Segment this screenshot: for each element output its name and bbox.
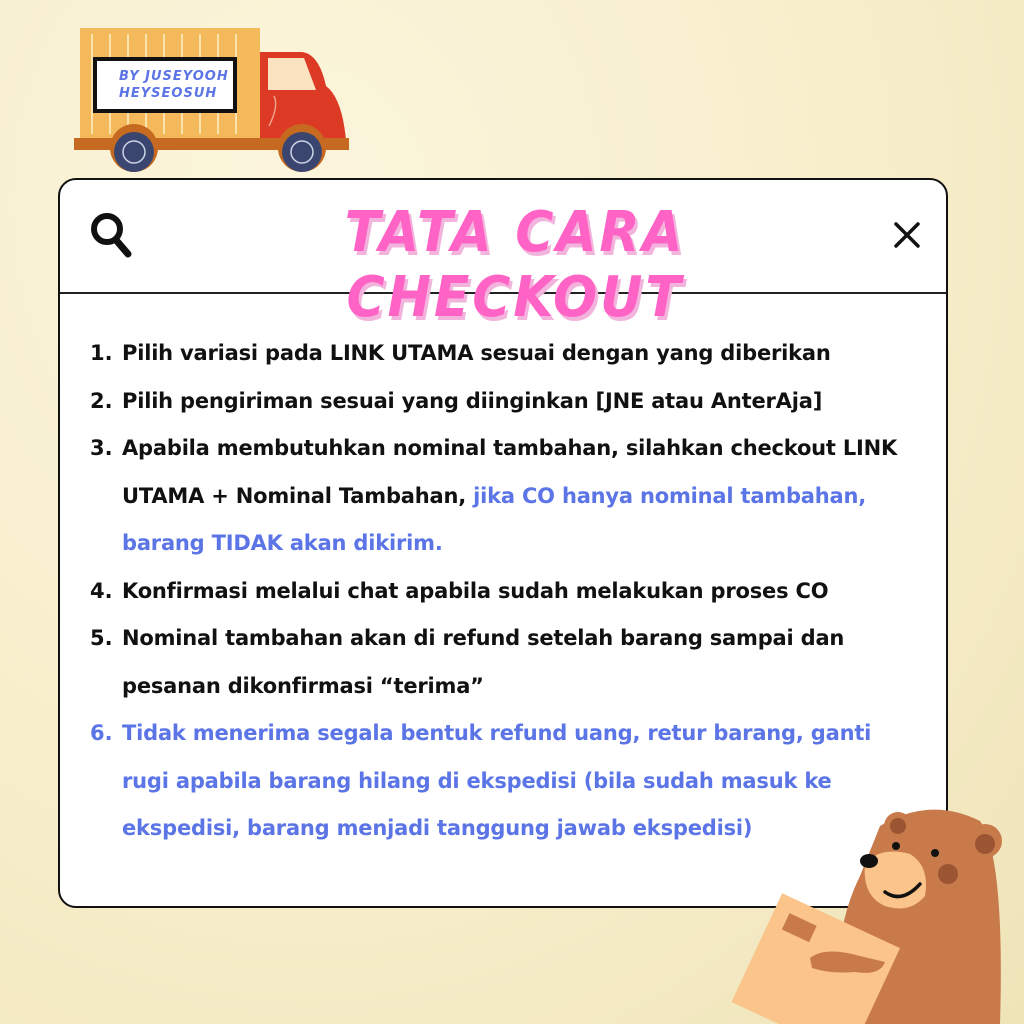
card-header <box>60 180 946 330</box>
steps-list <box>60 330 946 853</box>
step-5 <box>60 615 946 710</box>
step-number: 2. <box>90 388 113 413</box>
page-title: TATA CARA CHECKOUT <box>344 200 686 330</box>
step-text: Konfirmasi melalui chat apabila sudah melakukan proses CO <box>122 578 829 603</box>
step-text-warning: jika CO hanya nominal tambahan, <box>473 483 867 508</box>
step-number: 1. <box>90 341 113 365</box>
step-number: 5. <box>90 626 113 650</box>
step-text: pesanan dikonfirmasi “terima” <box>122 673 484 698</box>
step-text: Tidak menerima segala bentuk refund uang, retur barang, ganti <box>122 721 872 745</box>
step-number: 6. <box>90 721 113 745</box>
credit-line-2: HEYSEOSUH <box>119 86 218 101</box>
step-number: 3. <box>90 436 113 460</box>
step-text: Apabila membutuhkan nominal tambahan, silahkan checkout LINK <box>122 436 898 460</box>
step-text-warning: barang TIDAK akan dikirim. <box>122 531 443 555</box>
step-text-line-2 <box>122 473 946 521</box>
step-2 <box>60 378 946 426</box>
step-text: Nominal tambahan akan di refund setelah barang sampai dan <box>122 626 845 650</box>
step-text: Pilih variasi pada LINK UTAMA sesuai dengan yang diberikan <box>122 341 831 365</box>
search-icon[interactable] <box>88 210 134 260</box>
step-text-black: UTAMA + Nominal Tambahan, <box>122 483 474 508</box>
step-text: Pilih pengiriman sesuai yang diinginkan [JNE atau AnterAja] <box>122 388 823 413</box>
close-icon[interactable] <box>892 220 922 250</box>
step-number: 4. <box>90 578 113 603</box>
truck-credit-label <box>93 57 237 113</box>
credit-line-1: BY JUSEYOOH <box>119 69 229 84</box>
step-4 <box>60 568 946 616</box>
step-3 <box>60 425 946 568</box>
step-1 <box>60 330 946 378</box>
step-text: rugi apabila barang hilang di ekspedisi (bila sudah masuk ke <box>122 768 832 793</box>
bear-holding-package-illustration <box>730 796 1024 1024</box>
step-text: ekspedisi, barang menjadi tanggung jawab ekspedisi) <box>122 816 753 840</box>
